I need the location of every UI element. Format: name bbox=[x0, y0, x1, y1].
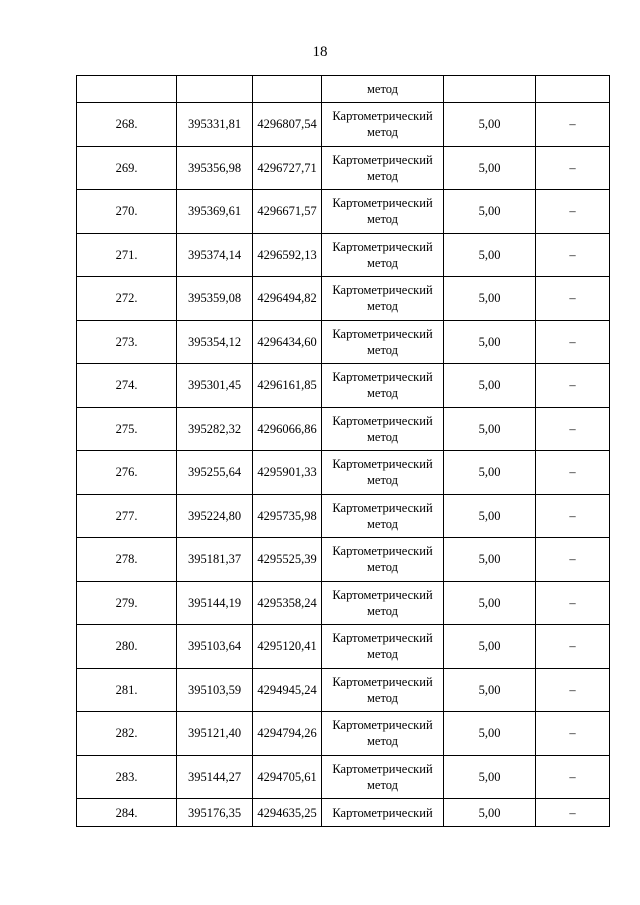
accuracy-cell: 5,00 bbox=[444, 320, 536, 364]
method-cell: Картометрический метод bbox=[322, 103, 444, 147]
table-row bbox=[77, 581, 610, 625]
x-coordinate-cell: 395144,19 bbox=[177, 581, 253, 625]
continuation-cell-y bbox=[253, 76, 322, 103]
accuracy-cell: 5,00 bbox=[444, 233, 536, 277]
table-row bbox=[77, 407, 610, 451]
note-cell: – bbox=[536, 668, 610, 712]
continuation-row bbox=[77, 76, 610, 103]
accuracy-cell: 5,00 bbox=[444, 451, 536, 495]
continuation-cell-x bbox=[177, 76, 253, 103]
x-coordinate-cell: 395103,59 bbox=[177, 668, 253, 712]
accuracy-cell: 5,00 bbox=[444, 581, 536, 625]
continuation-cell-note bbox=[536, 76, 610, 103]
y-coordinate-cell: 4294635,25 bbox=[253, 799, 322, 827]
x-coordinate-cell: 395255,64 bbox=[177, 451, 253, 495]
x-coordinate-cell: 395103,64 bbox=[177, 625, 253, 669]
y-coordinate-cell: 4295901,33 bbox=[253, 451, 322, 495]
table-row bbox=[77, 146, 610, 190]
point-number-cell: 270. bbox=[77, 190, 177, 234]
method-cell: Картометрический метод bbox=[322, 190, 444, 234]
x-coordinate-cell: 395354,12 bbox=[177, 320, 253, 364]
x-coordinate-cell: 395224,80 bbox=[177, 494, 253, 538]
accuracy-cell: 5,00 bbox=[444, 364, 536, 408]
y-coordinate-cell: 4295120,41 bbox=[253, 625, 322, 669]
continuation-cell-accuracy bbox=[444, 76, 536, 103]
x-coordinate-cell: 395374,14 bbox=[177, 233, 253, 277]
note-cell: – bbox=[536, 451, 610, 495]
y-coordinate-cell: 4296161,85 bbox=[253, 364, 322, 408]
x-coordinate-cell: 395369,61 bbox=[177, 190, 253, 234]
continuation-cell-method: метод bbox=[322, 76, 444, 103]
y-coordinate-cell: 4296592,13 bbox=[253, 233, 322, 277]
method-cell: Картометрический bbox=[322, 799, 444, 827]
note-cell: – bbox=[536, 712, 610, 756]
table-row bbox=[77, 277, 610, 321]
table-row bbox=[77, 668, 610, 712]
y-coordinate-cell: 4296807,54 bbox=[253, 103, 322, 147]
method-cell: Картометрический метод bbox=[322, 451, 444, 495]
method-cell: Картометрический метод bbox=[322, 494, 444, 538]
point-number-cell: 280. bbox=[77, 625, 177, 669]
x-coordinate-cell: 395144,27 bbox=[177, 755, 253, 799]
table-row bbox=[77, 233, 610, 277]
accuracy-cell: 5,00 bbox=[444, 538, 536, 582]
note-cell: – bbox=[536, 755, 610, 799]
x-coordinate-cell: 395301,45 bbox=[177, 364, 253, 408]
note-cell: – bbox=[536, 320, 610, 364]
note-cell: – bbox=[536, 103, 610, 147]
note-cell: – bbox=[536, 233, 610, 277]
point-number-cell: 269. bbox=[77, 146, 177, 190]
x-coordinate-cell: 395331,81 bbox=[177, 103, 253, 147]
point-number-cell: 277. bbox=[77, 494, 177, 538]
table-row bbox=[77, 451, 610, 495]
table-row bbox=[77, 799, 610, 827]
point-number-cell: 273. bbox=[77, 320, 177, 364]
accuracy-cell: 5,00 bbox=[444, 755, 536, 799]
table-row bbox=[77, 103, 610, 147]
note-cell: – bbox=[536, 799, 610, 827]
accuracy-cell: 5,00 bbox=[444, 799, 536, 827]
point-number-cell: 281. bbox=[77, 668, 177, 712]
point-number-cell: 271. bbox=[77, 233, 177, 277]
point-number-cell: 279. bbox=[77, 581, 177, 625]
method-cell: Картометрический метод bbox=[322, 146, 444, 190]
x-coordinate-cell: 395176,35 bbox=[177, 799, 253, 827]
point-number-cell: 275. bbox=[77, 407, 177, 451]
accuracy-cell: 5,00 bbox=[444, 625, 536, 669]
accuracy-cell: 5,00 bbox=[444, 668, 536, 712]
note-cell: – bbox=[536, 407, 610, 451]
x-coordinate-cell: 395356,98 bbox=[177, 146, 253, 190]
table-body bbox=[77, 76, 610, 827]
y-coordinate-cell: 4295525,39 bbox=[253, 538, 322, 582]
y-coordinate-cell: 4296066,86 bbox=[253, 407, 322, 451]
coordinates-table bbox=[76, 75, 610, 827]
table-row bbox=[77, 625, 610, 669]
x-coordinate-cell: 395359,08 bbox=[177, 277, 253, 321]
point-number-cell: 278. bbox=[77, 538, 177, 582]
method-cell: Картометрический метод bbox=[322, 538, 444, 582]
table-row bbox=[77, 755, 610, 799]
method-cell: Картометрический метод bbox=[322, 755, 444, 799]
y-coordinate-cell: 4294945,24 bbox=[253, 668, 322, 712]
accuracy-cell: 5,00 bbox=[444, 494, 536, 538]
x-coordinate-cell: 395282,32 bbox=[177, 407, 253, 451]
method-cell: Картометрический метод bbox=[322, 277, 444, 321]
note-cell: – bbox=[536, 538, 610, 582]
point-number-cell: 284. bbox=[77, 799, 177, 827]
note-cell: – bbox=[536, 364, 610, 408]
x-coordinate-cell: 395181,37 bbox=[177, 538, 253, 582]
note-cell: – bbox=[536, 190, 610, 234]
y-coordinate-cell: 4294705,61 bbox=[253, 755, 322, 799]
y-coordinate-cell: 4296727,71 bbox=[253, 146, 322, 190]
note-cell: – bbox=[536, 581, 610, 625]
y-coordinate-cell: 4294794,26 bbox=[253, 712, 322, 756]
y-coordinate-cell: 4296494,82 bbox=[253, 277, 322, 321]
table-row bbox=[77, 190, 610, 234]
point-number-cell: 274. bbox=[77, 364, 177, 408]
accuracy-cell: 5,00 bbox=[444, 277, 536, 321]
table-row bbox=[77, 364, 610, 408]
method-cell: Картометрический метод bbox=[322, 581, 444, 625]
point-number-cell: 282. bbox=[77, 712, 177, 756]
note-cell: – bbox=[536, 494, 610, 538]
table-row bbox=[77, 320, 610, 364]
x-coordinate-cell: 395121,40 bbox=[177, 712, 253, 756]
accuracy-cell: 5,00 bbox=[444, 103, 536, 147]
method-cell: Картометрический метод bbox=[322, 233, 444, 277]
point-number-cell: 268. bbox=[77, 103, 177, 147]
table-row bbox=[77, 494, 610, 538]
note-cell: – bbox=[536, 146, 610, 190]
y-coordinate-cell: 4296434,60 bbox=[253, 320, 322, 364]
method-cell: Картометрический метод bbox=[322, 625, 444, 669]
method-cell: Картометрический метод bbox=[322, 364, 444, 408]
continuation-cell-num bbox=[77, 76, 177, 103]
accuracy-cell: 5,00 bbox=[444, 712, 536, 756]
method-cell: Картометрический метод bbox=[322, 320, 444, 364]
table-row bbox=[77, 538, 610, 582]
method-cell: Картометрический метод bbox=[322, 712, 444, 756]
method-cell: Картометрический метод bbox=[322, 407, 444, 451]
accuracy-cell: 5,00 bbox=[444, 407, 536, 451]
method-cell: Картометрический метод bbox=[322, 668, 444, 712]
y-coordinate-cell: 4296671,57 bbox=[253, 190, 322, 234]
point-number-cell: 272. bbox=[77, 277, 177, 321]
table-row bbox=[77, 712, 610, 756]
y-coordinate-cell: 4295735,98 bbox=[253, 494, 322, 538]
accuracy-cell: 5,00 bbox=[444, 146, 536, 190]
note-cell: – bbox=[536, 277, 610, 321]
page-number: 18 bbox=[312, 44, 328, 60]
point-number-cell: 276. bbox=[77, 451, 177, 495]
y-coordinate-cell: 4295358,24 bbox=[253, 581, 322, 625]
note-cell: – bbox=[536, 625, 610, 669]
point-number-cell: 283. bbox=[77, 755, 177, 799]
accuracy-cell: 5,00 bbox=[444, 190, 536, 234]
